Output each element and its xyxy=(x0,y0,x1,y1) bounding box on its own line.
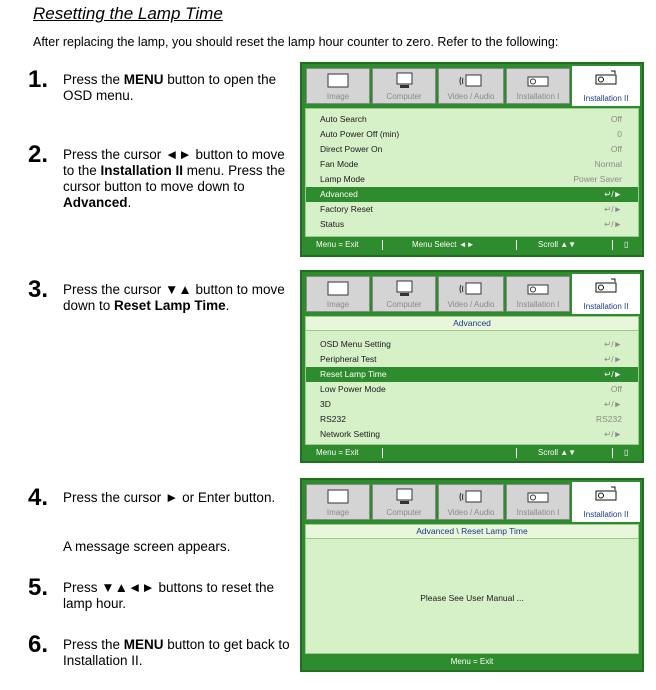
osd-menu-list xyxy=(305,108,639,237)
menu-item-peripheral-test[interactable]: Peripheral Test ↵/► xyxy=(320,354,622,364)
tab-installation-i[interactable]: Installation I xyxy=(506,68,570,104)
tab-installation-i[interactable]: Installation I xyxy=(506,484,570,520)
osd-tab-bar xyxy=(302,64,642,108)
tab-installation-ii[interactable]: Installation II xyxy=(572,66,640,106)
computer-icon xyxy=(391,72,417,89)
osd-reset-lamp-message xyxy=(300,478,644,672)
menu-item-reset-lamp-time[interactable]: Reset Lamp Time ↵/► xyxy=(306,367,638,382)
osd-footer: Menu = Exit Menu Select ◄► Scroll ▲▼ ▯ xyxy=(302,237,642,253)
menu-item-fan-mode[interactable]: Fan Mode Normal xyxy=(320,159,622,169)
tab-video-audio[interactable]: Video / Audio xyxy=(438,276,504,312)
osd-message-panel xyxy=(305,524,639,654)
breadcrumb: Advanced \ Reset Lamp Time xyxy=(306,525,638,539)
projector-settings-icon xyxy=(593,70,619,87)
menu-item-3d[interactable]: 3D ↵/► xyxy=(320,399,622,409)
projector-settings-icon xyxy=(593,278,619,295)
tab-video-audio[interactable]: Video / Audio xyxy=(438,484,504,520)
image-icon xyxy=(325,72,351,89)
menu-item-direct-power-on[interactable]: Direct Power On Off xyxy=(320,144,622,154)
menu-item-auto-search[interactable]: Auto Search Off xyxy=(320,114,622,124)
computer-icon xyxy=(391,280,417,297)
tab-image[interactable]: Image xyxy=(306,484,370,520)
menu-item-auto-power-off[interactable]: Auto Power Off (min) 0 xyxy=(320,129,622,139)
breadcrumb: Advanced xyxy=(306,317,638,331)
osd-menu-installation-ii xyxy=(300,62,644,257)
menu-item-factory-reset[interactable]: Factory Reset ↵/► xyxy=(320,204,622,214)
video-audio-icon xyxy=(458,280,484,297)
menu-item-low-power-mode[interactable]: Low Power Mode Off xyxy=(320,384,622,394)
tab-computer[interactable]: Computer xyxy=(372,484,436,520)
projector-icon xyxy=(525,488,551,505)
message-text: Please See User Manual ... xyxy=(420,593,524,603)
video-audio-icon xyxy=(458,488,484,505)
menu-item-network-setting[interactable]: Network Setting ↵/► xyxy=(320,429,622,439)
osd-menu-advanced xyxy=(300,270,644,463)
intro-text: After replacing the lamp, you should reset the lamp hour counter to zero. Refer to the following: xyxy=(33,35,559,49)
lock-icon: ▯ xyxy=(624,240,629,249)
tab-installation-ii[interactable]: Installation II xyxy=(572,274,640,314)
projector-settings-icon xyxy=(593,486,619,503)
tab-video-audio[interactable]: Video / Audio xyxy=(438,68,504,104)
menu-item-advanced[interactable]: Advanced ↵/► xyxy=(306,187,638,202)
osd-menu-list xyxy=(305,316,639,445)
osd-tab-bar xyxy=(302,480,642,524)
menu-item-lamp-mode[interactable]: Lamp Mode Power Saver xyxy=(320,174,622,184)
tab-image[interactable]: Image xyxy=(306,68,370,104)
tab-installation-i[interactable]: Installation I xyxy=(506,276,570,312)
osd-footer: Menu = Exit xyxy=(450,657,494,666)
computer-icon xyxy=(391,488,417,505)
menu-item-rs232[interactable]: RS232 RS232 xyxy=(320,414,622,424)
osd-footer: Menu = Exit Scroll ▲▼ ▯ xyxy=(302,445,642,461)
menu-item-status[interactable]: Status ↵/► xyxy=(320,219,622,229)
tab-computer[interactable]: Computer xyxy=(372,68,436,104)
tab-computer[interactable]: Computer xyxy=(372,276,436,312)
image-icon xyxy=(325,280,351,297)
projector-icon xyxy=(525,72,551,89)
image-icon xyxy=(325,488,351,505)
tab-image[interactable]: Image xyxy=(306,276,370,312)
menu-item-osd-menu-setting[interactable]: OSD Menu Setting ↵/► xyxy=(320,339,622,349)
video-audio-icon xyxy=(458,72,484,89)
page-title: Resetting the Lamp Time xyxy=(33,4,223,23)
osd-tab-bar xyxy=(302,272,642,316)
tab-installation-ii[interactable]: Installation II xyxy=(572,482,640,522)
lock-icon: ▯ xyxy=(624,448,629,457)
projector-icon xyxy=(525,280,551,297)
